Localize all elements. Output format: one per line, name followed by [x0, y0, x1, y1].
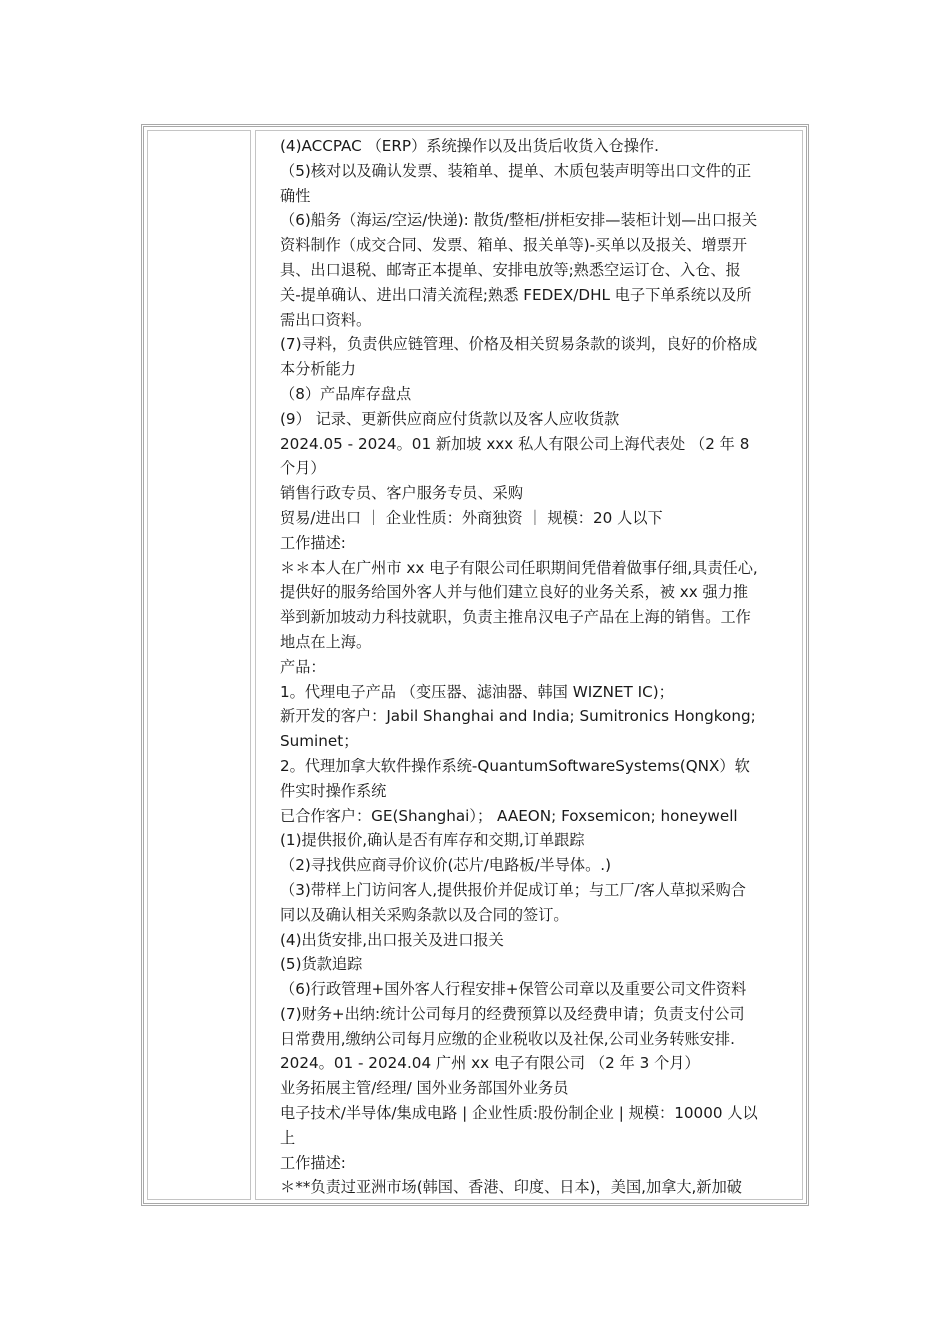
text-line: （3)带样上门访问客人,提供报价并促成订单；与工厂/客人草拟采购合: [280, 880, 746, 899]
text-line: (1)提供报价,确认是否有库存和交期,订单跟踪: [280, 831, 585, 850]
text-line: （6)船务（海运/空运/快递): 散货/整柜/拼柜安排—装柜计划—出口报关: [280, 211, 758, 230]
text-line: （6)行政管理+国外客人行程安排+保管公司章以及重要公司文件资料: [280, 980, 747, 999]
text-line: (4)出货安排,出口报关及进口报关: [280, 930, 504, 949]
work-experience-text: [280, 134, 803, 1200]
text-line: ＊**负责过亚洲市场(韩国、香港、印度、日本)，美国,加拿大,新加破: [280, 1178, 742, 1197]
resume-table: [141, 124, 809, 1206]
label-cell: [147, 130, 251, 1200]
text-line: 上: [280, 1128, 296, 1147]
text-line: 具、出口退税、邮寄正本提单、安排电放等;熟悉空运订仓、入仓、报: [280, 260, 741, 279]
text-line: 举到新加坡动力科技就职，负责主推帛汉电子产品在上海的销售。工作: [280, 608, 751, 627]
text-line: 已合作客户：GE(Shanghai）； AAEON; Foxsemicon; honeywell: [280, 806, 738, 825]
text-line: 件实时操作系统: [280, 781, 387, 800]
content-cell: [255, 130, 803, 1200]
text-line: 2024。01 - 2024.04 广州 xx 电子有限公司 （2 年 3 个月）: [280, 1054, 700, 1073]
text-line: ＊＊本人在广州市 xx 电子有限公司任职期间凭借着做事仔细,具责任心,: [280, 558, 758, 577]
text-line: 1。代理电子产品 （变压器、滤油器、韩国 WIZNET IC)；: [280, 682, 674, 701]
text-line: 产品：: [280, 657, 326, 676]
text-line: 2。代理加拿大软件操作系统-QuantumSoftwareSystems(QNX）软: [280, 756, 750, 775]
text-line: 工作描述:: [280, 533, 346, 552]
text-line: 2024.05 - 2024。01 新加坡 xxx 私人有限公司上海代表处 （2 年 8: [280, 434, 750, 453]
text-line: (7)寻料，负责供应链管理、价格及相关贸易条款的谈判，良好的价格成: [280, 335, 758, 354]
text-line: (4)ACCPAC （ERP）系统操作以及出货后收货入仓操作.: [280, 137, 659, 155]
text-line: (7)财务+出纳:统计公司每月的经费预算以及经费申请；负责支付公司: [280, 1004, 745, 1023]
text-line: (9） 记录、更新供应商应付货款以及客人应收货款: [280, 409, 620, 428]
text-line: （5)核对以及确认发票、装箱单、提单、木质包装声明等出口文件的正: [280, 161, 752, 180]
text-line: 关-提单确认、进出口清关流程;熟悉 FEDEX/DHL 电子下单系统以及所: [280, 285, 752, 304]
text-line: 同以及确认相关采购条款以及合同的签订。: [280, 905, 569, 924]
text-line: 工作描述:: [280, 1153, 346, 1172]
text-line: 业务拓展主管/经理/ 国外业务部国外业务员: [280, 1079, 569, 1098]
text-line: 需出口资料。: [280, 310, 372, 329]
text-line: 地点在上海。: [280, 632, 372, 651]
text-line: （2)寻找供应商寻价议价(芯片/电路板/半导体。.): [280, 856, 612, 875]
text-line: （8）产品库存盘点: [280, 384, 412, 403]
text-line: 个月）: [280, 459, 326, 478]
text-line: 提供好的服务给国外客人并与他们建立良好的业务关系，被 xx 强力推: [280, 583, 749, 602]
text-line: 确性: [280, 186, 311, 205]
text-line: (5)货款追踪: [280, 955, 363, 974]
text-line: 销售行政专员、客户服务专员、采购: [280, 484, 523, 503]
text-line: 电子技术/半导体/集成电路 | 企业性质:股份制企业 | 规模：10000 人以: [280, 1104, 758, 1123]
text-line: Suminet；: [280, 732, 359, 751]
text-line: 新开发的客户：Jabil Shanghai and India; Sumitronics Hongkong;: [280, 707, 756, 726]
text-line: 日常费用,缴纳公司每月应缴的企业税收以及社保,公司业务转账安排.: [280, 1029, 735, 1048]
text-line: 贸易/进出口 ｜ 企业性质：外商独资 ｜ 规模：20 人以下: [280, 508, 663, 527]
text-line: 本分析能力: [280, 360, 356, 379]
text-line: 资料制作（成交合同、发票、箱单、报关单等)-买单以及报关、增票开: [280, 236, 748, 255]
